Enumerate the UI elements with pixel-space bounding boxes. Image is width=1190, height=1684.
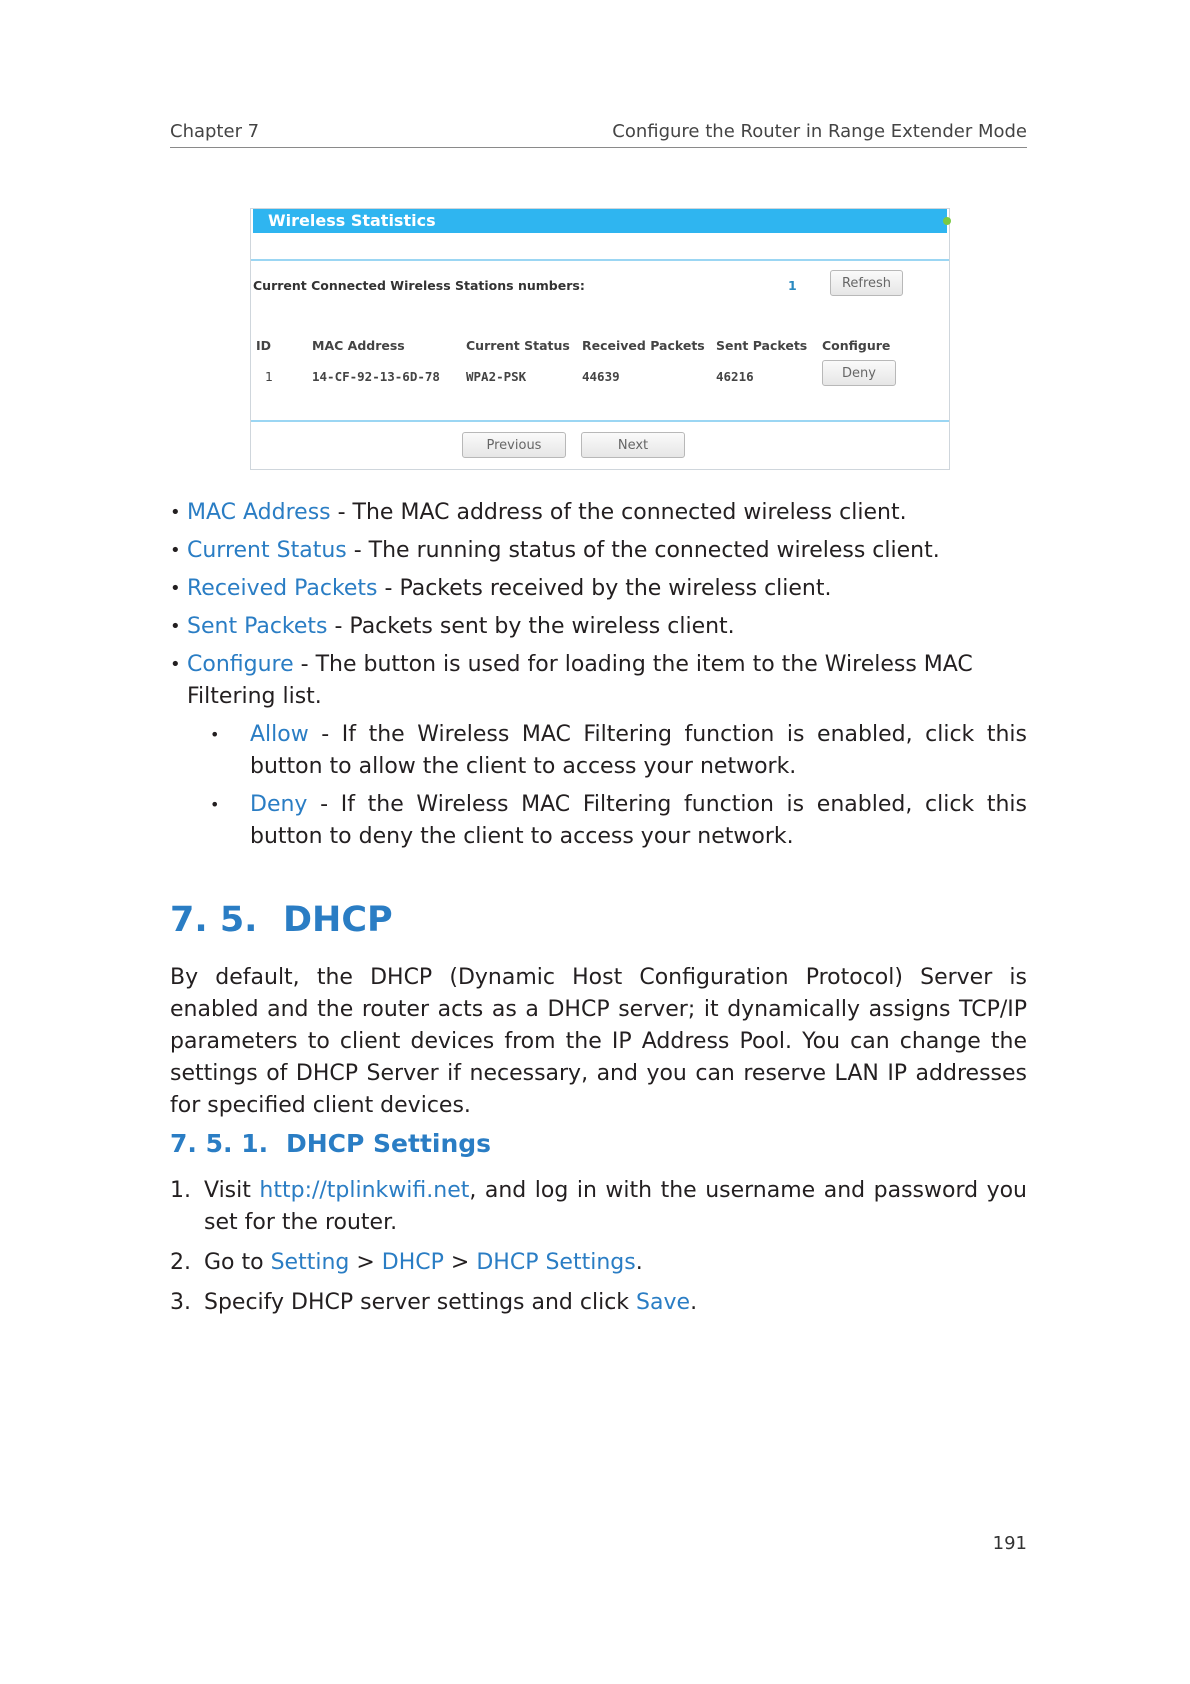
term-description: - Packets received by the wireless client. [377,576,832,601]
column-header-configure: Configure [822,338,891,353]
steps-list [170,1175,1027,1327]
list-item [170,649,1027,713]
page-number: 191 [992,1533,1027,1554]
list-item [170,497,1027,529]
deny-button[interactable]: Deny [822,360,896,386]
previous-button[interactable]: Previous [462,432,566,458]
step-number: 1. [170,1178,191,1203]
term-description: - If the Wireless MAC Filtering function is enabled, click this button to allow the client to access your network. [250,722,1027,779]
term-allow: Allow [250,722,309,747]
term-description: - The button is used for loading the item to the Wireless MAC Filtering list. [187,652,973,709]
term-configure: Configure [187,652,294,677]
step-text: Go to [204,1250,271,1275]
refresh-button[interactable]: Refresh [830,270,903,296]
term-received-packets: Received Packets [187,576,378,601]
term-current-status: Current Status [187,538,347,563]
list-item [170,573,1027,605]
section-title: DHCP [283,900,393,940]
divider [251,259,949,261]
tplinkwifi-link[interactable]: http://tplinkwifi.net [259,1178,470,1203]
subsection-number: 7. 5. 1. [170,1129,269,1158]
cell-id: 1 [265,369,273,384]
sub-list-item [170,719,1027,783]
divider [251,420,949,422]
step-text: . [690,1290,698,1315]
cell-status: WPA2-PSK [466,369,527,384]
term-description: - If the Wireless MAC Filtering function is enabled, click this button to deny the client to access your network. [250,792,1027,849]
column-header-received: Received Packets [582,338,705,353]
menu-dhcp: DHCP [381,1250,444,1275]
step-2 [170,1247,1027,1279]
subsection-heading [170,1129,491,1158]
column-header-status: Current Status [466,338,570,353]
field-descriptions [170,497,1027,859]
panel-title [253,209,947,233]
term-description: - The MAC address of the connected wireless client. [330,500,907,525]
term-deny: Deny [250,792,308,817]
section-heading [170,900,393,940]
column-header-sent: Sent Packets [716,338,808,353]
menu-separator: > [349,1250,382,1275]
wireless-statistics-panel [250,208,950,470]
term-description: - Packets sent by the wireless client. [327,614,735,639]
save-term: Save [636,1290,691,1315]
menu-separator: > [443,1250,477,1275]
step-text: Specify DHCP server settings and click [204,1290,637,1315]
menu-setting: Setting [270,1250,350,1275]
panel-title-text: Wireless Statistics [268,211,436,230]
list-item [170,611,1027,643]
next-button[interactable]: Next [581,432,685,458]
sub-list-item [170,789,1027,853]
status-dot-icon [943,217,951,225]
stations-count: 1 [788,278,797,293]
step-text: Visit [204,1178,260,1203]
term-description: - The running status of the connected wireless client. [346,538,940,563]
cell-mac: 14-CF-92-13-6D-78 [312,369,440,384]
stations-label: Current Connected Wireless Stations numbers: [253,278,585,293]
step-1 [170,1175,1027,1239]
list-item [170,535,1027,567]
term-sent-packets: Sent Packets [187,614,328,639]
running-header [170,121,1027,148]
cell-received: 44639 [582,369,620,384]
subsection-title: DHCP Settings [286,1129,492,1158]
chapter-label: Chapter 7 [170,121,260,142]
section-paragraph: By default, the DHCP (Dynamic Host Configuration Protocol) Server is enabled and the router acts as a DHCP server; it dynamically assigns TCP/IP parameters to client devices from the IP Address Pool. You can change the settings of DHCP Server if necessary, and you can reserve LAN IP addresses for specified client devices. [170,965,1027,1118]
step-3 [170,1287,1027,1319]
section-number: 7. 5. [170,900,258,940]
step-text: , and log in with the username and password you set for the router. [204,1178,1027,1235]
step-number: 3. [170,1290,191,1315]
step-text: . [635,1250,643,1275]
step-number: 2. [170,1250,191,1275]
menu-dhcp-settings: DHCP Settings [476,1250,636,1275]
column-header-id: ID [256,338,272,353]
chapter-title: Configure the Router in Range Extender Mode [612,121,1027,142]
column-header-mac: MAC Address [312,338,405,353]
term-mac-address: MAC Address [187,500,331,525]
cell-sent: 46216 [716,369,754,384]
